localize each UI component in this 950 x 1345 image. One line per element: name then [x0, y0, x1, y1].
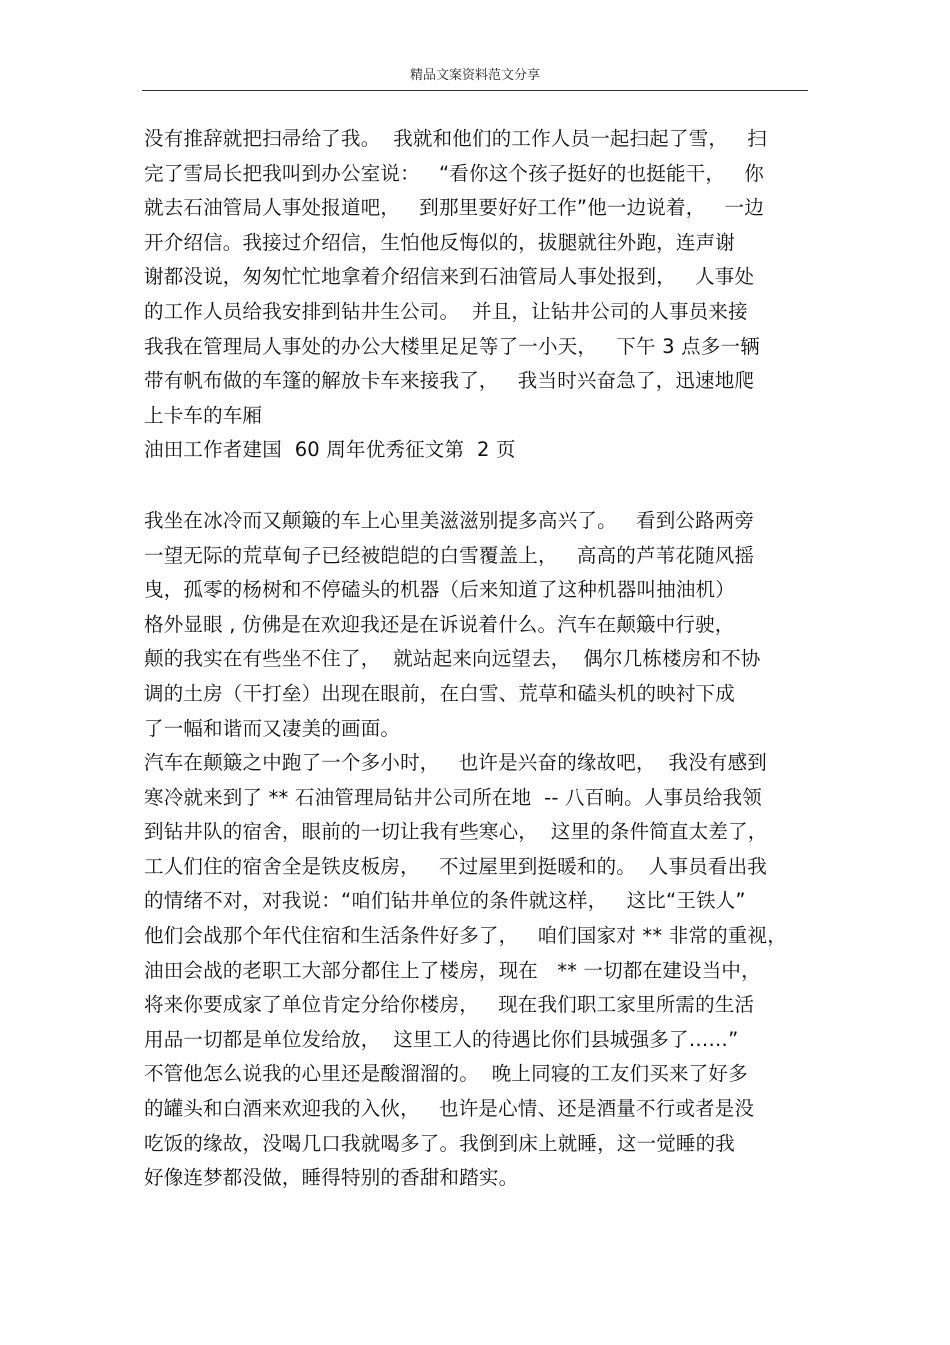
text-line: 工人们住的宿舍全是铁皮板房， 不过屋里到挺暖和的。 人事员看出我: [144, 854, 767, 878]
text-line: 到钻井队的宿舍，眼前的一切让我有些寒心， 这里的条件简直太差了，: [144, 820, 768, 844]
text-line: 谢都没说，匆匆忙忙地拿着介绍信来到石油管局人事处报到， 人事处: [144, 265, 755, 289]
paragraph-section-2: [144, 504, 824, 1196]
text-line: 带有帆布做的车篷的解放卡车来接我了， 我当时兴奋急了，迅速地爬: [144, 369, 755, 393]
text-line: 将来你要成家了单位肯定分给你楼房， 现在我们职工家里所需的生活: [144, 993, 755, 1017]
text-line: 就去石油管局人事处报道吧， 到那里要好好工作”他一边说着， 一边: [144, 196, 764, 220]
text-line: 吃饭的缘故，没喝几口我就喝多了。我倒到床上就睡，这一觉睡的我: [144, 1131, 736, 1155]
text-line: 用品一切都是单位发给放， 这里工人的待遇比你们县城强多了……”: [144, 1027, 739, 1051]
text-line: 好像连梦都没做，睡得特别的香甜和踏实。: [144, 1166, 519, 1190]
text-line: 不管他怎么说我的心里还是酸溜溜的。 晚上同寝的工友们买来了好多: [144, 1062, 748, 1086]
text-line: 没有推辞就把扫帚给了我。 我就和他们的工作人员一起扫起了雪， 扫: [144, 127, 767, 150]
text-line: 的情绪不对，对我说：“咱们钻井单位的条件就这样， 这比“王铁人”: [144, 889, 746, 913]
text-line: 调的土房（干打垒）出现在眼前，在白雪、荒草和磕头机的映衬下成: [144, 681, 736, 705]
text-line: 颠的我实在有些坐不住了， 就站起来向远望去， 偶尔几栋楼房和不协: [144, 647, 761, 671]
page-header: 精品文案资料范文分享: [409, 68, 540, 83]
text-line: 一望无际的荒草甸子已经被皑皑的白雪覆盖上， 高高的芦苇花随风摇: [144, 543, 755, 567]
text-line: 格外显眼 , 仿佛是在欢迎我还是在诉说着什么。汽车在颠簸中行驶，: [144, 612, 735, 636]
document-body: [144, 122, 824, 1196]
text-line: 完了雪局长把我叫到办公室说： “看你这个孩子挺好的也挺能干， 你: [144, 161, 764, 185]
text-line: 上卡车的车厢: [144, 403, 263, 427]
text-line: 油田会战的老职工大部分都住上了楼房，现在 ** 一切都在建设当中，: [144, 958, 761, 982]
text-line: 开介绍信。我接过介绍信，生怕他反悔似的，拔腿就往外跑，连声谢: [144, 230, 736, 254]
text-line: 了一幅和谐而又凄美的画面。: [144, 716, 401, 740]
text-line: 的罐头和白酒来欢迎我的入伙， 也许是心情、还是酒量不行或者是没: [144, 1097, 755, 1121]
text-line: 汽车在颠簸之中跑了一个多小时， 也许是兴奋的缘故吧， 我没有感到: [144, 751, 767, 775]
paragraph-section-1: [144, 122, 824, 433]
text-line: 我坐在冰冷而又颠簸的车上心里美滋滋别提多高兴了。 看到公路两旁: [144, 508, 755, 532]
text-line: 寒冷就来到了 ** 石油管理局钻井公司所在地 -- 八百晌。人事员给我领: [144, 785, 762, 809]
section-gap: [144, 468, 824, 504]
page-label: 油田工作者建国 60 周年优秀征文第 2 页: [144, 438, 516, 462]
text-line: 曳，孤零的杨树和不停磕头的机器（后来知道了这种机器叫抽油机）: [144, 578, 736, 602]
text-line: 他们会战那个年代住宿和生活条件好多了， 咱们国家对 ** 非常的重视，: [144, 924, 787, 948]
text-line: 我我在管理局人事处的办公大楼里足足等了一小天， 下午 3 点多一辆: [144, 334, 760, 358]
header-divider: [142, 90, 808, 91]
text-line: 的工作人员给我安排到钻井生公司。 并且，让钻井公司的人事员来接: [144, 299, 748, 323]
